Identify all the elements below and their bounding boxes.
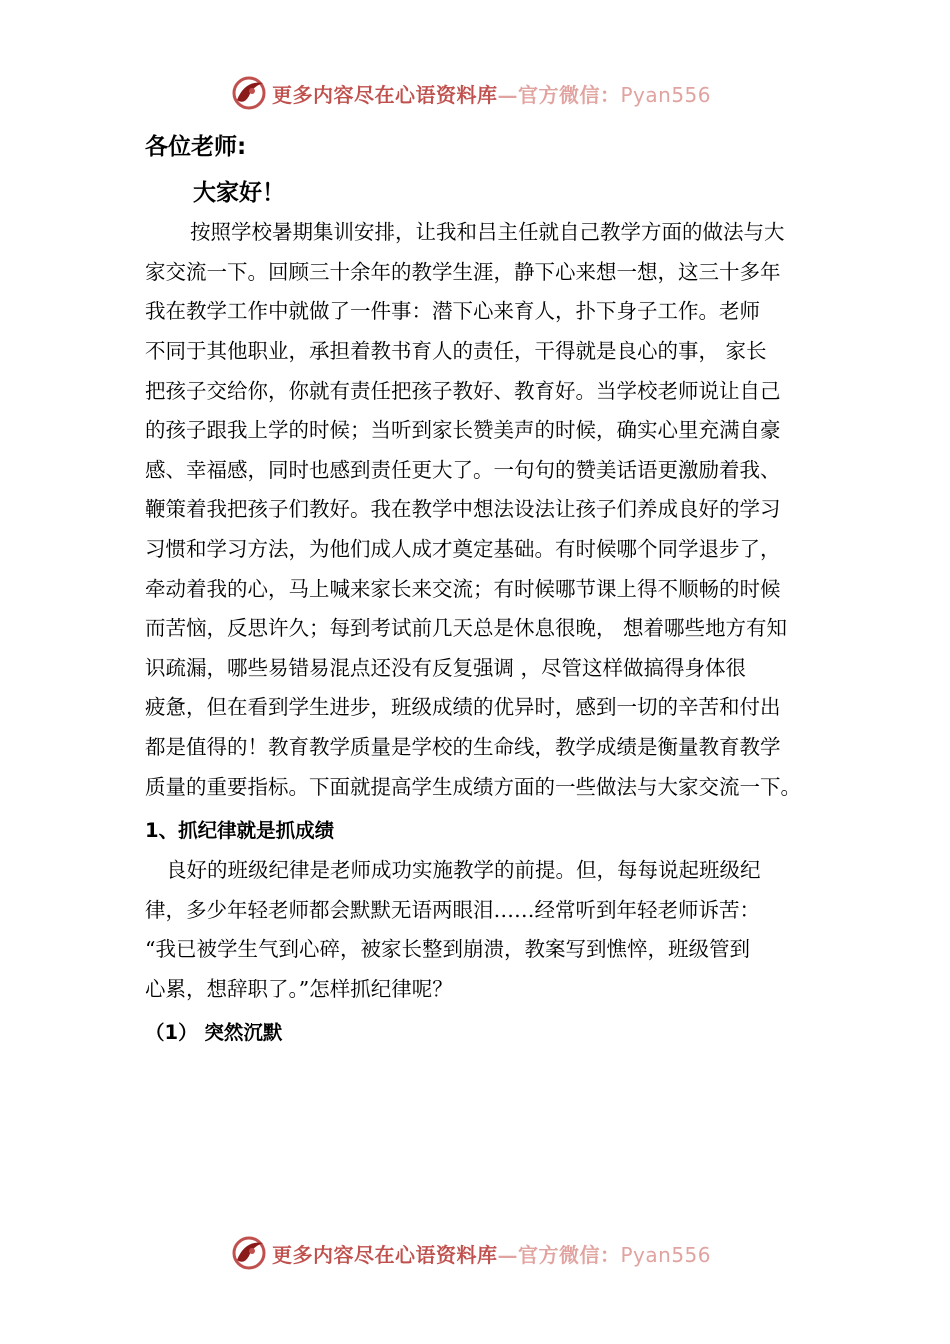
section-heading: 1、抓纪律就是抓成绩: [145, 819, 335, 842]
paragraph-line: 把孩子交给你，你就有责任把孩子教好、教育好。当学校老师说让自己: [145, 379, 781, 403]
greeting: 大家好！: [193, 180, 285, 206]
paragraph-line: 律，多少年轻老师都会默默无语两眼泪……经常听到年轻老师诉苦：: [145, 898, 760, 922]
paragraph-line: 不同于其他职业，承担着教书育人的责任，干得就是良心的事， 家长: [145, 339, 767, 363]
paragraph-line: 的孩子跟我上学的时候；当听到家长赞美声的时候，确实心里充满自豪: [145, 418, 781, 442]
paragraph-line: 质量的重要指标。下面就提高学生成绩方面的一些做法与大家交流一下。: [145, 775, 801, 799]
watermark-lead: 更多内容尽在心语资料库: [272, 82, 498, 107]
watermark-banner-top: [230, 73, 711, 113]
paragraph-line: 牵动着我的心，马上喊来家长来交流；有时候哪节课上得不顺畅的时候: [145, 577, 781, 601]
paragraph-line: 疲惫，但在看到学生进步，班级成绩的优异时，感到一切的辛苦和付出: [145, 695, 781, 719]
paragraph-line: 习惯和学习方法，为他们成人成才奠定基础。有时候哪个同学退步了，: [145, 537, 781, 561]
watermark-wechat-id: Pyan556: [620, 1242, 712, 1267]
paragraph-line: “我已被学生气到心碎，被家长整到崩溃，教案写到憔悴，班级管到: [145, 937, 750, 961]
paragraph-line: 心累，想辞职了。”怎样抓纪律呢？: [145, 977, 453, 1001]
paragraph-line: 鞭策着我把孩子们教好。我在教学中想法设法让孩子们养成良好的学习: [145, 497, 781, 521]
paragraph-line: 而苦恼，反思许久；每到考试前几天总是休息很晚， 想着哪些地方有知: [145, 616, 788, 640]
watermark-lead: 更多内容尽在心语资料库: [272, 1242, 498, 1267]
paragraph-line: 感、幸福感，同时也感到责任更大了。一句句的赞美话语更激励着我、: [145, 458, 781, 482]
watermark-tail: —官方微信：: [497, 82, 621, 107]
watermark-tail: —官方微信：: [497, 1242, 621, 1267]
paragraph-line: 识疏漏，哪些易错易混点还没有反复强调 ，尽管这样做搞得身体很: [145, 656, 747, 680]
watermark-wechat-id: Pyan556: [620, 82, 712, 107]
watermark-banner-bottom: [230, 1233, 711, 1273]
paragraph-line: 良好的班级纪律是老师成功实施教学的前提。但，每每说起班级纪: [166, 858, 761, 882]
watermark-text: [272, 79, 711, 108]
paragraph-line: 都是值得的！教育教学质量是学校的生命线，教学成绩是衡量教育教学: [145, 735, 781, 759]
watermark-text: [272, 1239, 711, 1268]
salutation: 各位老师:: [145, 134, 247, 160]
paragraph-line: 按照学校暑期集训安排，让我和吕主任就自己教学方面的做法与大: [190, 220, 785, 244]
logo-icon: [230, 1234, 268, 1272]
logo-icon: [230, 74, 268, 112]
paragraph-line: 我在教学工作中就做了一件事：潜下心来育人，扑下身子工作。老师: [145, 299, 760, 323]
paragraph-line: 家交流一下。回顾三十余年的教学生涯，静下心来想一想，这三十多年: [145, 260, 781, 284]
subsection-heading: （1） 突然沉默: [145, 1021, 283, 1044]
